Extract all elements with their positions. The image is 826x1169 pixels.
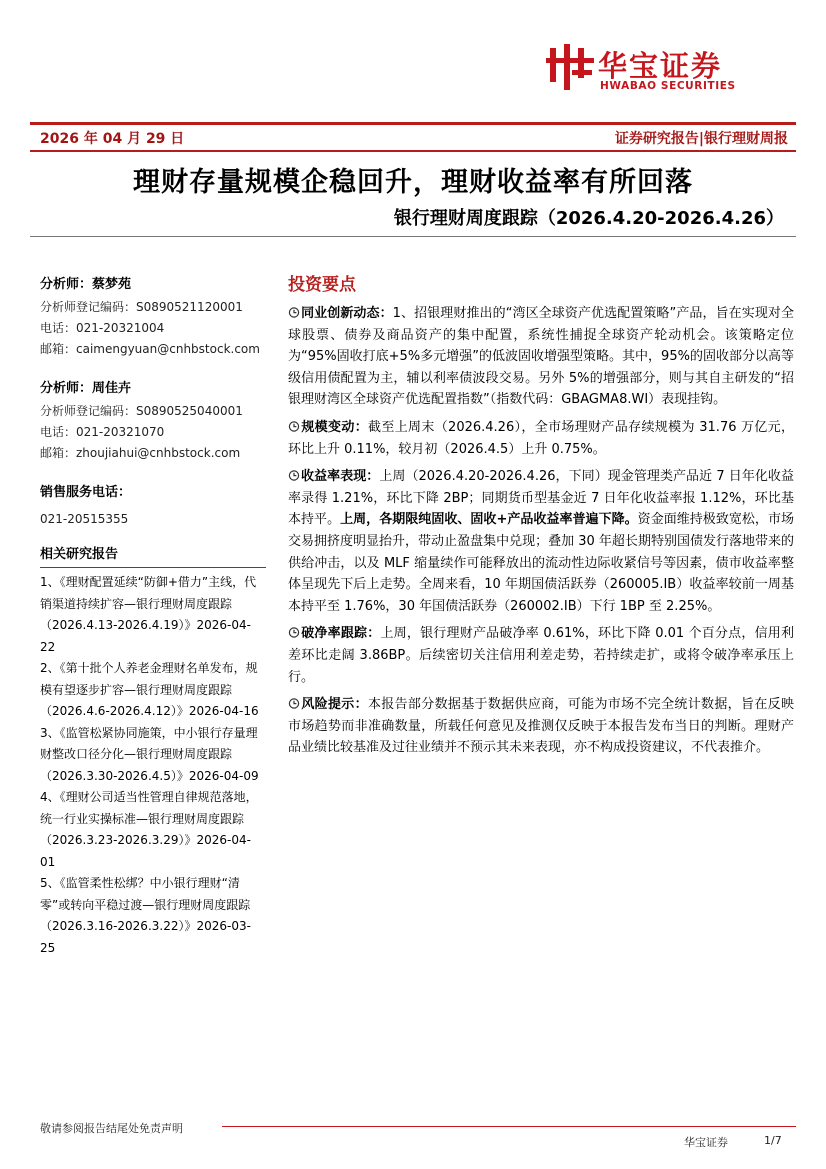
related-report-date: 2026-04-16 xyxy=(188,704,259,718)
related-reports-heading: 相关研究报告 xyxy=(40,544,266,568)
clock-bullet-icon xyxy=(288,627,300,638)
header-bottom-rule xyxy=(30,150,796,152)
sales-phone: 021-20515355 xyxy=(40,512,129,526)
analyst-reg: 分析师登记编码：S0890521120001 xyxy=(40,300,243,314)
related-report-date: 2026-04-09 xyxy=(188,768,259,783)
related-report-item[interactable] xyxy=(40,723,266,788)
report-category: 证券研究报告|银行理财周报 xyxy=(614,131,788,147)
highlight-bold-text: 上周，各期限纯固收、固收+产品收益率普遍下降。 xyxy=(340,512,638,528)
related-report-item[interactable] xyxy=(40,572,266,658)
investment-highlights xyxy=(288,270,794,765)
highlight-paragraph xyxy=(288,623,794,688)
highlight-label: 规模变动： xyxy=(301,419,369,435)
analyst-block xyxy=(40,378,266,464)
analyst-phone: 电话：021-20321070 xyxy=(40,425,165,439)
analyst-phone: 电话：021-20321004 xyxy=(40,321,165,335)
title-divider xyxy=(30,236,796,237)
related-report-title[interactable]: 4、《理财公司适当性管理自律规范落地，统一行业实操标准—银行理财周度跟踪（2026.3.23-2026.3.29）》 xyxy=(40,790,258,847)
highlight-paragraph xyxy=(288,303,794,411)
related-report-item[interactable] xyxy=(40,873,266,959)
related-report-title[interactable]: 2、《第十批个人养老金理财名单发布，规模有望逐步扩容—银行理财周度跟踪（2026.4.6-2026.4.12）》 xyxy=(40,661,258,718)
highlight-text: 上周（2026.4.20-2026.4.26，下同）现金管理类产品近 7 日年化收益率录得 1.21%，环比下降 2BP；同期货币型基金近 7 日年化收益率报 1.12%，环比基本持平。 xyxy=(288,469,794,528)
brand-name: 华宝证券 xyxy=(598,49,723,83)
brand-logo-icon xyxy=(546,44,596,90)
footer-disclaimer: 敬请参阅报告结尾处免责声明 xyxy=(40,1122,183,1135)
highlight-text: 上周，银行理财产品破净率 0.61%，环比下降 0.01 个百分点，信用利差环比走阔 3.86BP。后续密切关注信用利差走势，若持续走扩，或将令破净率承压上行。 xyxy=(288,626,794,685)
analyst-name: 分析师：周佳卉 xyxy=(40,381,132,396)
related-report-title[interactable]: 1、《理财配置延续“防御+借力”主线，代销渠道持续扩容—银行理财周度跟踪（2026.4.13-2026.4.19）》 xyxy=(40,575,257,632)
highlight-label: 收益率表现： xyxy=(301,469,380,485)
highlight-label: 同业创新动态： xyxy=(301,306,393,321)
highlight-label: 破净率跟踪： xyxy=(301,626,381,642)
sidebar xyxy=(40,274,266,959)
brand-name-en: HWABAO SECURITIES xyxy=(600,80,736,92)
related-report-title[interactable]: 3、《监管松紧协同施策，中小银行存量理财整改口径分化—银行理财周度跟踪（2026.3.30-2026.4.5）》 xyxy=(40,725,258,783)
clock-bullet-icon xyxy=(288,421,300,432)
footer-brand: 华宝证券 xyxy=(684,1136,728,1149)
analyst-email[interactable]: 邮箱：zhoujiahui@cnhbstock.com xyxy=(40,446,241,460)
clock-bullet-icon xyxy=(288,698,300,709)
header-top-rule xyxy=(30,122,796,125)
highlight-label: 风险提示： xyxy=(301,697,368,713)
related-report-title[interactable]: 5、《监管柔性松绑？中小银行理财“清零”或转向平稳过渡—银行理财周度跟踪（2026.3.16-2026.3.22）》 xyxy=(40,876,251,933)
analyst-block xyxy=(40,274,266,360)
investment-heading: 投资要点 xyxy=(288,275,356,295)
footer-rule xyxy=(222,1126,796,1127)
report-subtitle: 银行理财周度跟踪（2026.4.20-2026.4.26） xyxy=(393,208,784,229)
report-title: 理财存量规模企稳回升，理财收益率有所回落 xyxy=(133,167,693,198)
highlight-text: 1、招银理财推出的“湾区全球资产优选配置策略”产品，旨在实现对全球股票、债券及商品资产的集中配置，系统性捕捉全球资产轮动机会。该策略定位为“95%固收打底+5%多元增强”的低波固收增强型策略。其中，95%的固收部分以高等级信用债配置为主，辅以利率债波段交易。另外 5%的增强部分，则与其自主研发的“招银理财湾区全球资产优选配置指数”（指数代码：GBAGMA8.WI）表现挂钩。 xyxy=(288,306,794,408)
analyst-name: 分析师：蔡梦苑 xyxy=(40,277,132,292)
highlight-text: 截至上周末（2026.4.26），全市场理财产品存续规模为 31.76 万亿元，环比上升 0.11%，较月初（2026.4.5）上升 0.75%。 xyxy=(288,419,794,457)
related-report-date: 2026-04-22 xyxy=(40,618,251,654)
page-number: 1/7 xyxy=(764,1134,782,1147)
clock-bullet-icon xyxy=(288,470,300,481)
related-report-date: 2026-04-01 xyxy=(40,833,251,869)
related-report-item[interactable] xyxy=(40,787,266,873)
highlight-text: 本报告部分数据基于数据供应商，可能为市场不完全统计数据，旨在反映市场趋势而非准确数量，所载任何意见及推测仅反映于本报告发布当日的判断。理财产品业绩比较基准及过往业绩并不预示其未来表现，亦不构成投资建议，不代表推介。 xyxy=(288,697,794,756)
highlight-text: 资金面维持极致宽松，市场交易拥挤度明显抬升，带动止盈盘集中兑现；叠加 30 年超长期特别国债发行落地带来的供给冲击，以及 MLF 缩量续作可能释放出的流动性边际收紧信号等因素，债市收益率整体呈现先下后上走势。全周来看，10 年期国债活跃券（260005.IB）收益率较前一周基本持平至 1.76%，30 年国债活跃券（260002.IB）下行 1BP 至 2.25%。 xyxy=(288,512,794,614)
analyst-reg: 分析师登记编码：S0890525040001 xyxy=(40,404,243,418)
related-report-date: 2026-03-25 xyxy=(40,919,251,955)
related-report-item[interactable] xyxy=(40,658,266,723)
highlight-paragraph xyxy=(288,466,794,617)
highlight-paragraph xyxy=(288,417,794,460)
analyst-email[interactable]: 邮箱：caimengyuan@cnhbstock.com xyxy=(40,342,260,356)
report-date: 2026 年 04 月 29 日 xyxy=(40,131,185,147)
highlight-paragraph xyxy=(288,694,794,759)
sales-label: 销售服务电话： xyxy=(40,485,132,500)
clock-bullet-icon xyxy=(288,307,300,318)
